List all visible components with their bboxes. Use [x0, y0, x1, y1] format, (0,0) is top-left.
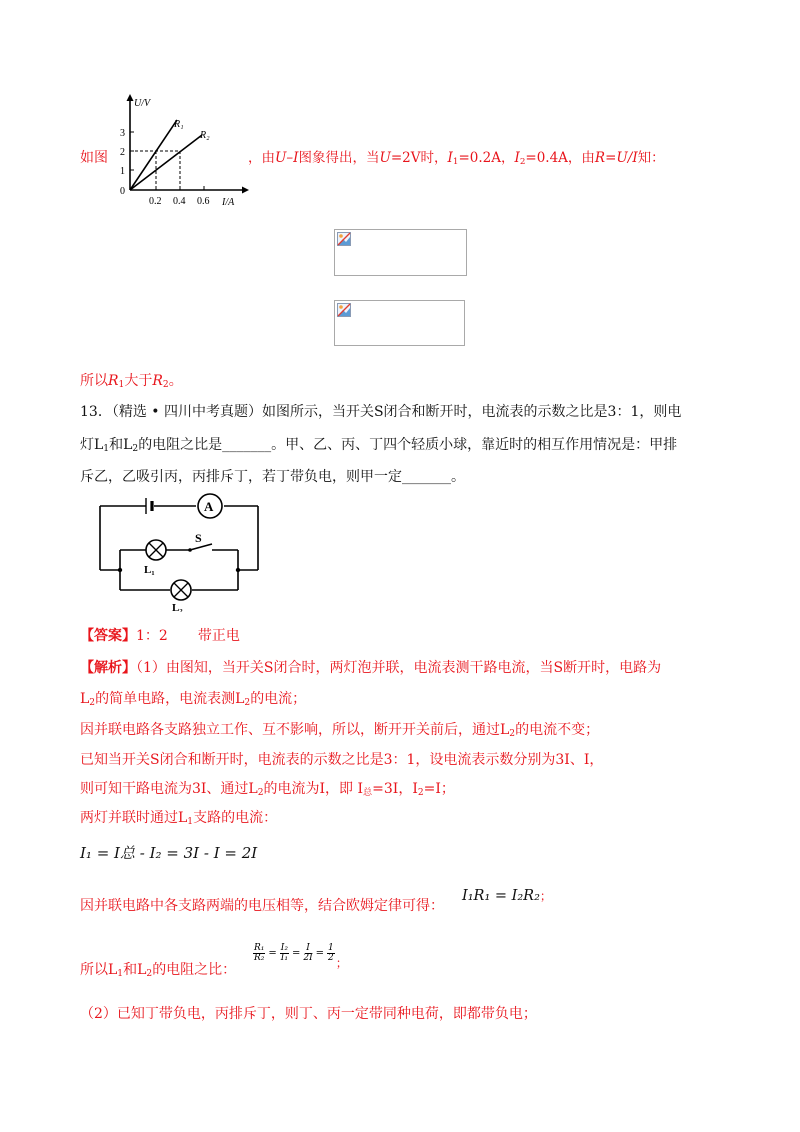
broken-image-1	[334, 229, 467, 276]
graph-origin: 0	[120, 186, 125, 197]
question-line-3: 斥乙，乙吸引丙，丙排斥丁，若丁带负电，则甲一定_______。	[80, 469, 465, 485]
broken-image-icon	[337, 232, 351, 246]
equation-ohm: I₁R₁ = I₂R₂；	[462, 888, 552, 904]
ratio-fraction: $\frac{1}{2}$	[328, 942, 334, 963]
analysis-line-2: $L_2$的简单电路，电流表测$L_2$的电流；	[80, 691, 307, 708]
ammeter-label: A	[204, 499, 214, 514]
analysis-line-7: 因并联电路中各支路两端的电压相等，结合欧姆定律可得：	[80, 898, 444, 914]
answer-line: 【答案】1：2 带正电	[80, 628, 240, 644]
analysis-line-4: 已知当开关S闭合和断开时，电流表的示数之比是3：1，设电流表示数分别为3I、I，	[80, 752, 604, 768]
analysis-line-3: 因并联电路各支路独立工作、互不影响，所以，断开开关前后，通过$L_2$的电流不变；	[80, 722, 600, 739]
graph-y-tick: 1	[120, 166, 125, 177]
broken-image-icon	[337, 303, 351, 317]
question-line-1: 13．（精选 • 四川中考真题）如图所示，当开关S闭合和断开时，电流表的示数之比是3：1，则电	[80, 404, 682, 420]
fraction-denominator: 2I	[303, 953, 313, 963]
ratio-fraction: $\frac{\text{R₁}}{\text{R₂}}$	[254, 942, 265, 963]
fraction-denominator: R₂	[254, 953, 265, 963]
fraction-denominator: I₁	[280, 953, 288, 963]
fraction-denominator: 2	[328, 953, 334, 963]
graph-r2-label: R₂	[200, 130, 210, 141]
graph-r1-label: R₁	[174, 119, 184, 130]
analysis-line-8: 所以$L_1$和$L_2$的电阻之比：	[80, 962, 237, 979]
graph-x-tick: 0.6	[197, 196, 210, 207]
lamp2-label: L₂	[172, 602, 183, 612]
analysis-line-1: 【解析】（1）由图知，当开关S闭合时，两灯泡并联，电流表测干路电流，当S断开时，电路为	[80, 660, 662, 676]
conclusion-r1-r2: 所以$R_1$大于$R_2$。	[80, 373, 183, 390]
intro-line: ，由U–I图象得出，当U=2V时，$I_1=0.2A$，$I_2=0.4A$，由R=U/I知：	[248, 150, 665, 167]
graph-y-tick: 3	[120, 128, 125, 139]
ratio-fraction: $\frac{I}{2I}$	[303, 942, 313, 963]
graph-x-tick: 0.2	[149, 196, 162, 207]
lamp1-label: L₁	[144, 564, 155, 576]
ratio-fraction: $\frac{\text{I₂}}{\text{I₁}}$	[280, 942, 288, 963]
resistance-ratio-equation: $\frac{\text{R₁}}{\text{R₂}}$ = $\frac{\text{I₂}}{\text{I₁}}$ = $\frac{I}{2I}$ = $\frac{1}{2}$ ；	[254, 942, 348, 970]
equation-current: I₁ = I总 - I₂ = 3I - I = 2I	[80, 844, 258, 862]
broken-image-2	[334, 300, 465, 346]
analysis-line-9: （2）已知丁带负电，丙排斥丁，则丁、丙一定带同种电荷，即都带负电；	[80, 1006, 537, 1022]
analysis-line-5: 则可知干路电流为3I、通过$L_2$的电流为I，即 $I_总=3I$，$I_2=I$；	[80, 781, 455, 798]
intro-prefix: 如图	[80, 150, 108, 166]
ui-graph	[110, 94, 250, 210]
question-line-2: 灯$L_1$和$L_2$的电阻之比是_______。甲、乙、丙、丁四个轻质小球，靠近时的相互作用情况是：甲排	[80, 437, 678, 454]
circuit-diagram	[94, 490, 264, 612]
switch-label: S	[195, 531, 202, 545]
graph-y-label: U/V	[134, 98, 151, 109]
analysis-line-6: 两灯并联时通过$L_1$支路的电流：	[80, 810, 278, 827]
graph-x-tick: 0.4	[173, 196, 186, 207]
graph-y-tick: 2	[120, 147, 125, 158]
graph-x-label: I/A	[222, 197, 235, 208]
